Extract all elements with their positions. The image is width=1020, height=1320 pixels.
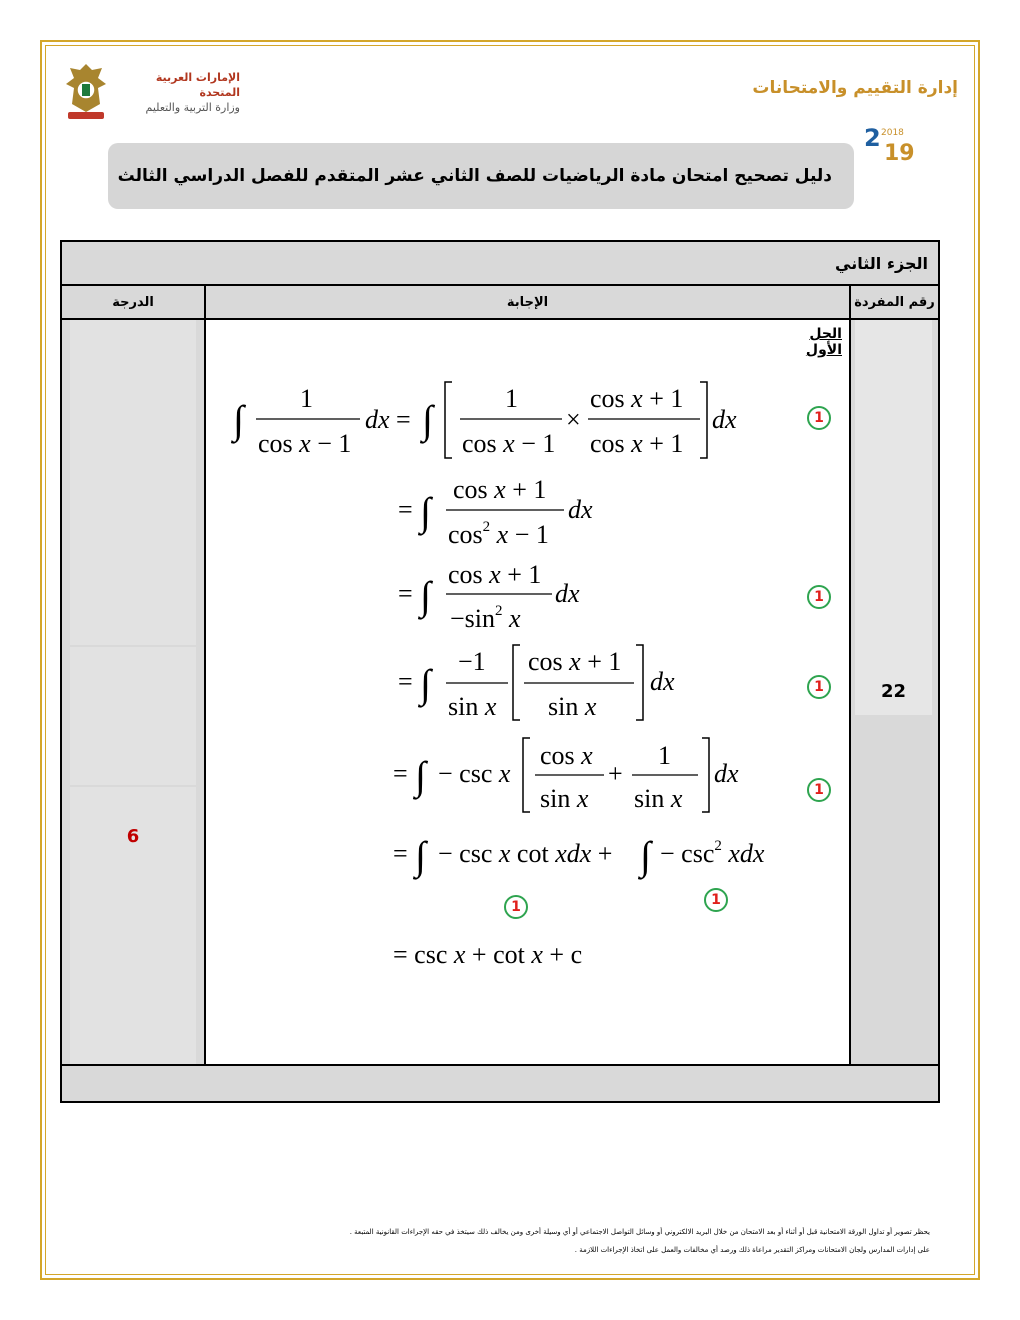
svg-text:− csc x: − csc x <box>438 759 511 788</box>
svg-text:cos2 x − 1: $\cos^2 x - 1$ <box>448 519 549 549</box>
svg-text:dx: dx <box>714 759 739 788</box>
score-mark: 1 <box>807 585 831 609</box>
svg-text:19: 19 <box>884 141 915 164</box>
svg-text:cos x: cos x <box>540 741 593 770</box>
svg-text:cos x − 1: cos x − 1 <box>258 429 352 458</box>
math-line-4 <box>398 645 675 721</box>
svg-text:1: 1 <box>658 741 671 770</box>
score-mark: 1 <box>504 895 528 919</box>
svg-text:dx: dx <box>712 405 737 434</box>
svg-text:dx: dx <box>568 495 593 524</box>
score-mark: 1 <box>807 406 831 430</box>
svg-text:2018: 2018 <box>881 128 904 138</box>
math-line-2 <box>398 475 593 549</box>
math-line-5 <box>393 738 739 813</box>
math-line-3 <box>398 560 580 633</box>
svg-text:×: × <box>566 405 581 434</box>
svg-text:∫: ∫ <box>420 573 431 618</box>
item-number-value: 22 <box>880 681 907 702</box>
page-title: دليل تصحيح امتحان مادة الرياضيات للصف الثاني عشر المتقدم للفصل الدراسي الثالث <box>117 166 832 186</box>
svg-text:1: 1 <box>505 384 518 413</box>
svg-text:cos x + 1: cos x + 1 <box>453 475 547 504</box>
svg-text:dx: dx <box>650 667 675 696</box>
svg-text:∫: ∫ <box>420 489 431 534</box>
svg-text:cos x + 1: cos x + 1 <box>528 647 622 676</box>
svg-text:− csc2 xdx: − $\csc^2$ xdx <box>660 838 765 868</box>
svg-text:∫: ∫ <box>420 661 431 706</box>
footer-note-2: على إدارات المدارس ولجان الامتحانات ومراكز التقدير مراعاة ذلك ورصد أي مخالفات والعمل على اتخاذ الإجراءات اللازمة . <box>574 1246 930 1254</box>
svg-text:∫: ∫ <box>233 397 244 442</box>
svg-text:−sin2 x: $-\sin^2$ x <box>450 603 521 633</box>
svg-text:− csc x cot xdx +: − csc x cot xdx + <box>438 839 613 868</box>
svg-text:=: = <box>398 579 413 608</box>
svg-text:=: = <box>398 667 413 696</box>
math-line-1 <box>230 382 737 458</box>
svg-text:cos x + 1: cos x + 1 <box>590 429 684 458</box>
svg-text:∫: ∫ <box>415 833 426 878</box>
svg-text:=: = <box>393 839 408 868</box>
department-title: إدارة التقييم والامتحانات <box>752 78 958 98</box>
svg-text:=: = <box>398 495 413 524</box>
solution-title: الحل الأول <box>805 326 842 358</box>
svg-text:sin x: sin x <box>540 784 589 813</box>
svg-text:= csc x + cot x + c: = csc x + cot x + c <box>393 940 583 969</box>
svg-text:−1: −1 <box>458 647 486 676</box>
svg-text:cos x + 1: cos x + 1 <box>448 560 542 589</box>
score-mark: 1 <box>807 778 831 802</box>
svg-text:1: 1 <box>300 384 313 413</box>
section-label: الجزء الثاني <box>835 254 928 273</box>
score-mark: 1 <box>704 888 728 912</box>
svg-text:cos x + 1: cos x + 1 <box>590 384 684 413</box>
svg-text:∫: ∫ <box>640 833 651 878</box>
svg-text:2: 2 <box>864 124 881 152</box>
item-number-header: رقم المفردة <box>854 294 935 310</box>
svg-text:+: + <box>608 759 623 788</box>
svg-text:∫: ∫ <box>415 753 426 798</box>
grade-value: 6 <box>126 826 140 847</box>
svg-text:sin x: sin x <box>448 692 497 721</box>
grade-header: الدرجة <box>112 294 154 310</box>
ministry-line2: وزارة التربية والتعليم <box>145 101 240 114</box>
svg-text:∫: ∫ <box>422 397 433 442</box>
answer-header: الإجابة <box>506 294 549 310</box>
svg-text:cos x − 1: cos x − 1 <box>462 429 556 458</box>
math-line-6 <box>393 833 765 880</box>
ministry-line1: الإمارات العربية المتحدة <box>155 71 240 99</box>
svg-text:dx: dx <box>555 579 580 608</box>
svg-text:sin x: sin x <box>548 692 597 721</box>
footer-note-1: يحظر تصوير أو تداول الورقة الامتحانية قبل أو أثناء أو بعد الامتحان من خلال البريد الالكتروني أو وسائل التواصل الاجتماعي أو أي وسيلة أخرى ومن يخالف ذلك سيتخذ في حقه الإجراءات القانونية المتبعة . <box>349 1228 930 1236</box>
svg-text:=: = <box>393 759 408 788</box>
score-mark: 1 <box>807 675 831 699</box>
math-line-7 <box>393 940 582 969</box>
svg-text:sin x: sin x <box>634 784 683 813</box>
svg-text:dx =: dx = <box>365 405 411 434</box>
